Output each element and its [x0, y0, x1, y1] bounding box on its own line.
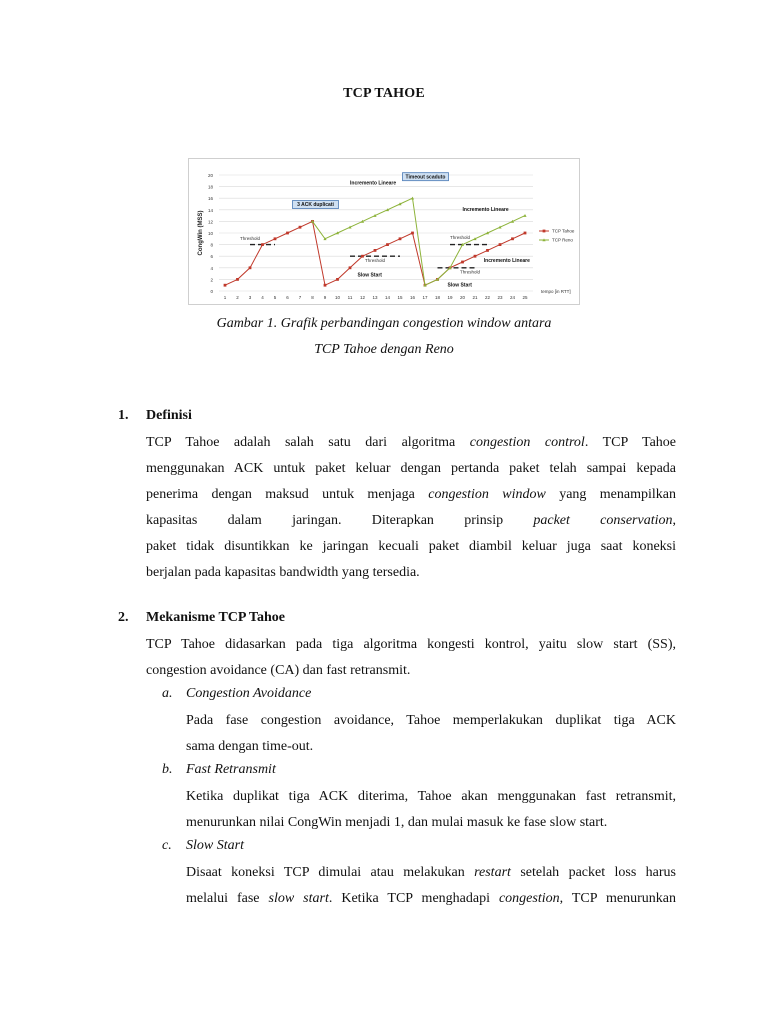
- chart-figure: [188, 158, 580, 305]
- text-line: penerima dengan maksud untuk menjaga congestion window yang menampilkan: [146, 487, 676, 502]
- x-tick-label: 15: [397, 295, 403, 300]
- text-line: sama dengan time-out.: [186, 739, 314, 754]
- y-tick-label: 8: [210, 242, 213, 248]
- paragraph-slow-start: [186, 860, 676, 912]
- text-line: kapasitas dalam jaringan. Diterapkan prinsip packet conservation,: [146, 513, 676, 528]
- figure-caption-line2: TCP Tahoe dengan Reno: [314, 342, 454, 357]
- tahoe-point: [411, 232, 414, 235]
- x-tick-label: 18: [434, 295, 441, 300]
- y-tick-label: 16: [207, 196, 213, 202]
- tahoe-point: [524, 232, 527, 235]
- section-number: 1.: [118, 408, 129, 423]
- annotation-linear: Incremento Lineare: [462, 206, 509, 213]
- y-tick-label: 0: [210, 289, 213, 294]
- text-line: menurunkan nilai CongWin menjadi 1, dan mulai masuk ke fase slow start.: [186, 815, 608, 830]
- x-tick-label: 17: [422, 295, 428, 300]
- subsection-title: Congestion Avoidance: [186, 686, 312, 701]
- paragraph-fast-retransmit: [186, 784, 676, 836]
- x-tick-label: 25: [522, 295, 528, 300]
- text-line: Disaat koneksi TCP dimulai atau melakukan restart setelah packet loss harus: [186, 865, 677, 880]
- threshold-label: Threshold: [460, 269, 481, 275]
- x-tick-label: 10: [334, 295, 341, 300]
- y-tick-label: 20: [207, 173, 213, 178]
- tahoe-point: [349, 266, 352, 269]
- x-tick-label: 11: [347, 295, 353, 300]
- annotation-linear: Incremento Lineare: [350, 180, 397, 187]
- tahoe-point: [499, 243, 502, 246]
- tahoe-point: [511, 237, 514, 240]
- threshold-label: Threshold: [240, 235, 261, 241]
- text-line: menggunakan ACK untuk paket keluar dengan pertanda paket telah sampai kepada: [146, 461, 676, 476]
- text-line: paket tidak disuntikkan ke jaringan kecuali paket diambil keluar juga saat koneksi: [146, 539, 676, 554]
- y-tick-label: 12: [207, 219, 213, 225]
- tahoe-point: [386, 243, 389, 246]
- x-tick-label: 24: [509, 295, 516, 300]
- x-tick-label: 16: [409, 295, 416, 300]
- x-tick-label: 2: [236, 295, 239, 300]
- annotation-ack: 3 ACK duplicati: [297, 202, 334, 209]
- text-line: TCP Tahoe didasarkan pada tiga algoritma kongesti kontrol, yaitu slow start (SS),: [146, 637, 676, 652]
- subsection-heading-a: [162, 686, 311, 702]
- subsection-heading-b: [162, 762, 276, 778]
- text-line: Pada fase congestion avoidance, Tahoe memperlakukan duplikat tiga ACK: [186, 713, 676, 728]
- subsection-letter: a.: [162, 686, 173, 701]
- tahoe-point: [224, 284, 227, 287]
- legend-tahoe-marker: [543, 230, 546, 233]
- text-line: Ketika duplikat tiga ACK diterima, Tahoe akan menggunakan fast retransmit,: [186, 789, 676, 804]
- paragraph-congestion-avoidance: [186, 708, 676, 760]
- tahoe-point: [324, 284, 327, 287]
- x-tick-label: 6: [286, 295, 289, 300]
- tahoe-point: [236, 278, 239, 281]
- x-tick-label: 22: [484, 295, 491, 300]
- x-tick-label: 3: [248, 295, 252, 300]
- x-tick-label: 20: [459, 295, 466, 300]
- text-line: berjalan pada kapasitas bandwidth yang tersedia.: [146, 565, 420, 580]
- paragraph-mekanisme: [146, 632, 676, 684]
- subsection-letter: b.: [162, 762, 173, 777]
- legend-label-reno: TCP Reno: [552, 237, 573, 243]
- section-title: Mekanisme TCP Tahoe: [146, 610, 285, 625]
- x-tick-label: 12: [359, 295, 366, 300]
- x-tick-label: 8: [311, 295, 314, 300]
- tahoe-point: [299, 226, 302, 229]
- subsection-letter: c.: [162, 838, 172, 853]
- annotation-slow-start: Slow Start: [357, 272, 382, 279]
- page-title: TCP TAHOE: [343, 86, 425, 101]
- tahoe-point: [486, 249, 489, 252]
- x-axis-label: tempo [in RTT]: [541, 289, 571, 294]
- y-tick-label: 10: [207, 231, 213, 236]
- threshold-label: Threshold: [365, 258, 386, 263]
- x-tick-label: 4: [261, 295, 264, 300]
- annotation-timeout: Timeout scaduto: [405, 174, 446, 181]
- tahoe-point: [274, 237, 277, 240]
- x-tick-label: 9: [323, 295, 327, 300]
- subsection-title: Fast Retransmit: [186, 762, 276, 777]
- text-line: congestion avoidance (CA) dan fast retransmit.: [146, 663, 411, 678]
- y-tick-label: 6: [210, 254, 213, 260]
- x-tick-label: 19: [447, 295, 453, 300]
- tahoe-point: [249, 266, 252, 269]
- x-tick-label: 5: [273, 295, 277, 300]
- congestion-window-chart: [189, 159, 579, 304]
- tahoe-point: [261, 243, 264, 246]
- y-tick-label: 2: [210, 277, 213, 283]
- figure-caption-line1: Gambar 1. Grafik perbandingan congestion window antara: [216, 316, 552, 331]
- section-heading-definisi: [118, 408, 192, 424]
- text-line: melalui fase slow start. Ketika TCP menghadapi congestion, TCP menurunkan: [186, 891, 676, 906]
- x-tick-label: 23: [497, 295, 503, 300]
- y-tick-label: 4: [210, 265, 213, 271]
- tahoe-point: [399, 237, 402, 240]
- y-tick-label: 18: [207, 184, 213, 190]
- y-tick-label: 14: [207, 207, 213, 213]
- section-heading-mekanisme: [118, 610, 285, 626]
- y-axis-label: CongWin (MSS): [198, 210, 204, 256]
- paragraph-definisi: [146, 430, 676, 586]
- threshold-label: Threshold: [450, 234, 471, 240]
- x-tick-label: 1: [223, 295, 227, 300]
- x-tick-label: 7: [298, 295, 302, 300]
- x-tick-label: 14: [384, 295, 391, 300]
- x-tick-label: 13: [372, 295, 378, 300]
- tahoe-point: [286, 232, 289, 235]
- annotation-slow-start: Slow Start: [447, 282, 472, 289]
- tahoe-point: [361, 255, 364, 258]
- tahoe-point: [474, 255, 477, 258]
- reno-point: [523, 214, 526, 217]
- tahoe-point: [336, 278, 339, 281]
- annotation-linear: Incremento Lineare: [483, 258, 530, 264]
- legend-label-tahoe: TCP Tahoe: [552, 228, 575, 234]
- section-title: Definisi: [146, 408, 192, 423]
- section-number: 2.: [118, 610, 129, 625]
- tahoe-point: [461, 261, 464, 264]
- subsection-heading-c: [162, 838, 244, 854]
- subsection-title: Slow Start: [186, 838, 244, 853]
- text-line: TCP Tahoe adalah salah satu dari algoritma congestion control. TCP Tahoe: [146, 435, 676, 450]
- x-tick-label: 21: [472, 295, 478, 300]
- tahoe-point: [374, 249, 377, 252]
